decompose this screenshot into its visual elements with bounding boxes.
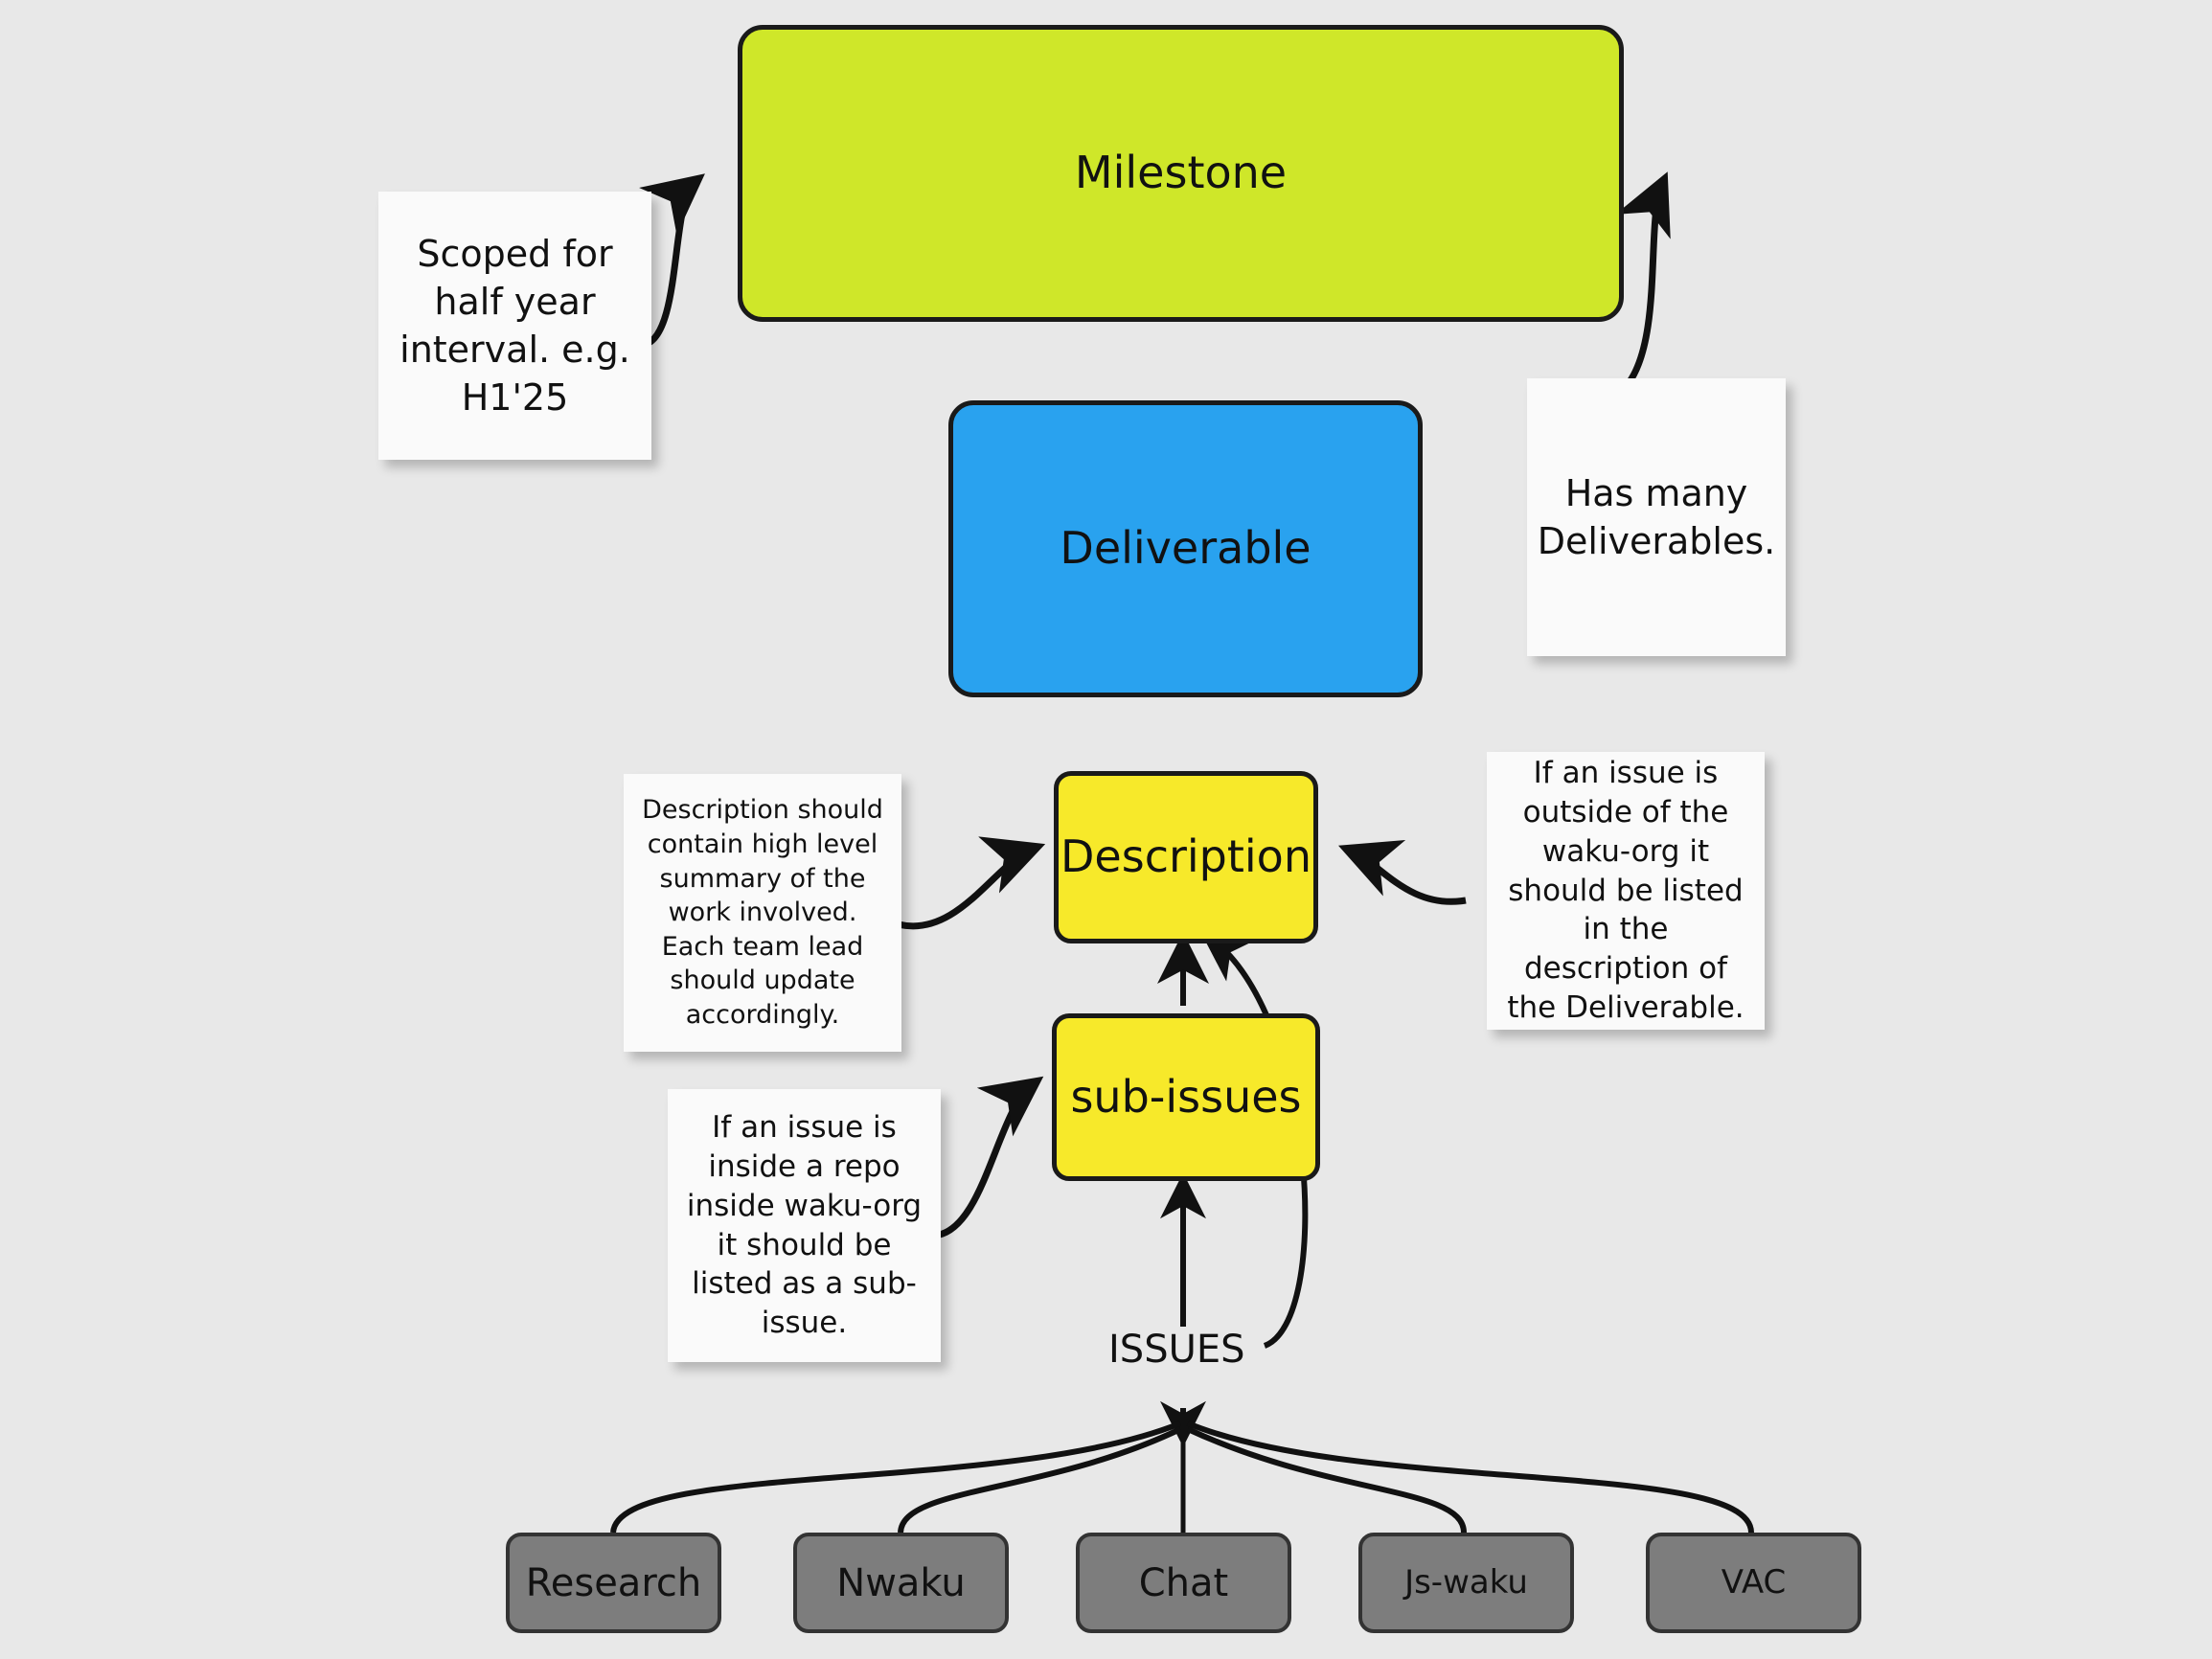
note-description-guidance [624,774,901,1052]
note-inside-waku-org [668,1089,941,1362]
node-team-nwaku[interactable] [793,1533,1009,1633]
note-outside-text: If an issue is outside of the waku-org it should be listed in the description of the Deliverable. [1507,755,1745,1026]
note-description-text: Description should contain high level summary of the work involved. Each team lead should update accordingly. [642,795,883,1031]
note-has-many-text: Has many Deliverables. [1537,471,1776,562]
node-sub-issues-label: sub-issues [1070,1070,1302,1123]
node-team-research-label: Research [525,1560,702,1605]
note-has-many-deliverables [1527,378,1786,656]
node-description[interactable] [1054,771,1318,943]
node-team-js-waku[interactable] [1358,1533,1574,1633]
note-inside-text: If an issue is inside a repo inside waku-org it should be listed as a sub-issue. [686,1109,923,1341]
node-milestone[interactable] [738,25,1624,322]
note-scoped-text: Scoped for half year interval. e.g. H1'25 [399,232,630,420]
note-scoped-for-half-year [378,192,651,460]
node-team-nwaku-label: Nwaku [836,1560,966,1605]
node-team-chat[interactable] [1076,1533,1291,1633]
node-deliverable-label: Deliverable [1060,522,1311,575]
node-team-research[interactable] [506,1533,721,1633]
node-milestone-label: Milestone [1074,147,1288,199]
node-sub-issues[interactable] [1052,1013,1320,1181]
note-outside-waku-org [1487,752,1765,1030]
node-description-label: Description [1060,830,1311,883]
node-team-chat-label: Chat [1138,1560,1229,1605]
node-team-vac[interactable] [1646,1533,1861,1633]
issues-label: ISSUES [1108,1328,1245,1372]
node-team-vac-label: VAC [1721,1563,1787,1602]
node-team-js-waku-label: Js-waku [1404,1563,1528,1602]
node-deliverable[interactable] [948,400,1423,697]
